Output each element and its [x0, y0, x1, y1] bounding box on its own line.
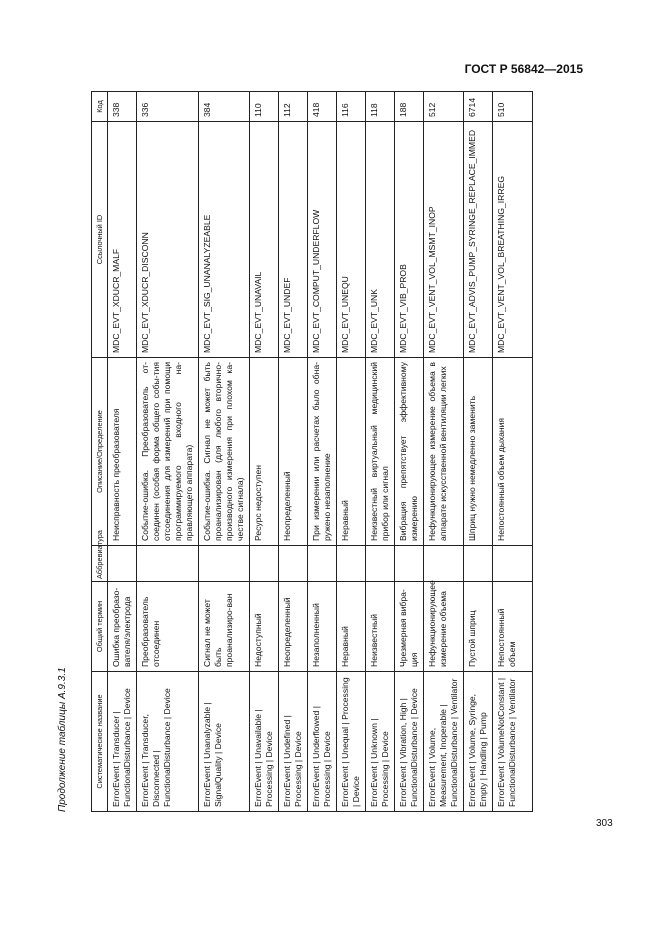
cell-code: 510 [493, 92, 533, 122]
cell-ref-id: MDC_EVT_ADVIS_PUMP_SYRINGE_REPLACE_IMMED [464, 122, 493, 358]
rotated-table-container [57, 92, 603, 812]
cell-abbr [108, 546, 137, 582]
cell-abbr [366, 546, 395, 582]
page-number: 303 [596, 818, 613, 829]
table-row [250, 92, 279, 812]
header-sys-name: Систематическое название [92, 672, 108, 812]
cell-common-term: Непостоянный объем [493, 582, 533, 672]
table-row [279, 92, 308, 812]
cell-description: Нефункционирующее измерение объема в аппарате искусственной вентиляции легких [424, 358, 464, 546]
cell-ref-id: MDC_EVT_UNDEF [279, 122, 308, 358]
table-row [493, 92, 533, 812]
document-code: ГОСТ Р 56842—2015 [464, 62, 583, 76]
cell-sys-name: ErrorEvent | Unequal | Processing | Device [337, 672, 366, 812]
cell-ref-id: MDC_EVT_VENT_VOL_MSMT_INOP [424, 122, 464, 358]
cell-sys-name: ErrorEvent | Transducer | FunctionalDisturbance | Device [108, 672, 137, 812]
cell-ref-id: MDC_EVT_VIB_PROB [395, 122, 424, 358]
cell-ref-id: MDC_EVT_VENT_VOL_BREATHING_IRREG [493, 122, 533, 358]
cell-description: Шприц нужно немедленно заменить [464, 358, 493, 546]
cell-abbr [279, 546, 308, 582]
cell-code: 188 [395, 92, 424, 122]
header-ref-id: Ссылочный ID [92, 122, 108, 358]
cell-description: Неравный [337, 358, 366, 546]
cell-common-term: Недоступный [250, 582, 279, 672]
cell-ref-id: MDC_EVT_UNEQU [337, 122, 366, 358]
cell-ref-id: MDC_EVT_COMPUT_UNDERFLOW [308, 122, 337, 358]
cell-description: При измерении или расчетах было обна-ружено незаполнение [308, 358, 337, 546]
header-abbr: Аббревиатура [92, 546, 108, 582]
cell-description: Вибрация препятствует эффективному измерению [395, 358, 424, 546]
cell-abbr [308, 546, 337, 582]
cell-sys-name: ErrorEvent | Transducer, Disconnected | FunctionalDisturbance | Device [137, 672, 199, 812]
cell-code: 6714 [464, 92, 493, 122]
cell-code: 512 [424, 92, 464, 122]
table-row [395, 92, 424, 812]
cell-abbr [137, 546, 199, 582]
cell-common-term: Сигнал не может быть проанализиро-ван [199, 582, 250, 672]
cell-code: 116 [337, 92, 366, 122]
cell-common-term: Нефункционирующее измерение объема [424, 582, 464, 672]
cell-sys-name: ErrorEvent | Unanalyzable | SignalQuality | Device [199, 672, 250, 812]
cell-description: Событие-ошибка. Сигнал не может быть проанализирован (для любого вторично-производного измерения при плохом ка-честве сигнала) [199, 358, 250, 546]
table-row [337, 92, 366, 812]
cell-common-term: Неравный [337, 582, 366, 672]
cell-ref-id: MDC_EVT_UNAVAIL [250, 122, 279, 358]
header-common-term: Общий термин [92, 582, 108, 672]
cell-abbr [337, 546, 366, 582]
cell-code: 110 [250, 92, 279, 122]
header-code: Код [92, 92, 108, 122]
cell-common-term: Чрезмерная вибра-ция [395, 582, 424, 672]
cell-code: 336 [137, 92, 199, 122]
cell-sys-name: ErrorEvent | Volume, Measurement, Inoperable | FunctionalDisturbance | Ventilator [424, 672, 464, 812]
table-row [308, 92, 337, 812]
cell-code: 112 [279, 92, 308, 122]
table-row [366, 92, 395, 812]
cell-sys-name: ErrorEvent | Unavailable | Processing | Device [250, 672, 279, 812]
cell-code: 118 [366, 92, 395, 122]
cell-ref-id: MDC_EVT_XDUCR_MALF [108, 122, 137, 358]
cell-code: 384 [199, 92, 250, 122]
cell-abbr [250, 546, 279, 582]
cell-description: Ресурс недоступен [250, 358, 279, 546]
cell-ref-id: MDC_EVT_SIG_UNANALYZEABLE [199, 122, 250, 358]
cell-common-term: Пустой шприц [464, 582, 493, 672]
cell-common-term: Неопределенный [279, 582, 308, 672]
cell-common-term: Неизвестный [366, 582, 395, 672]
cell-code: 338 [108, 92, 137, 122]
cell-description: Неизвестный виртуальный медицинский прибор или сигнал [366, 358, 395, 546]
table-row [137, 92, 199, 812]
table-row [464, 92, 493, 812]
cell-sys-name: ErrorEvent | Unknown | Processing | Device [366, 672, 395, 812]
cell-abbr [493, 546, 533, 582]
cell-common-term: Ошибка преобразо-вателя/электрода [108, 582, 137, 672]
table-row [424, 92, 464, 812]
cell-sys-name: ErrorEvent | VolumeNotConstant | FunctionalDisturbance | Ventilator [493, 672, 533, 812]
cell-description: Непостоянный объем дыхания [493, 358, 533, 546]
cell-description: Неисправность преобразователя [108, 358, 137, 546]
cell-ref-id: MDC_EVT_UNK [366, 122, 395, 358]
cell-description: Событие-ошибка. Преобразователь от-соединен (особая форма общего собы-тия отсоединения для измерений при помощи программируемого входного на-правляющего аппарата) [137, 358, 199, 546]
table-caption: Продолжение таблицы А.9.3.1 [57, 667, 68, 812]
header-description: Описание/Определение [92, 358, 108, 546]
cell-description: Неопределенный [279, 358, 308, 546]
cell-sys-name: ErrorEvent | Volume, Syringe, Empty | Handling | Pump [464, 672, 493, 812]
cell-sys-name: ErrorEvent | Vibration, High | FunctionalDisturbance | Device [395, 672, 424, 812]
table-header-row [92, 92, 108, 812]
cell-common-term: Незаполненный [308, 582, 337, 672]
cell-code: 418 [308, 92, 337, 122]
cell-ref-id: MDC_EVT_XDUCR_DISCONN [137, 122, 199, 358]
cell-abbr [424, 546, 464, 582]
cell-sys-name: ErrorEvent | Underflowed | Processing | Device [308, 672, 337, 812]
cell-abbr [395, 546, 424, 582]
cell-abbr [199, 546, 250, 582]
cell-common-term: Преобразователь отсоединен [137, 582, 199, 672]
terms-table [91, 91, 533, 812]
table-row [108, 92, 137, 812]
cell-sys-name: ErrorEvent | Undefined | Processing | Device [279, 672, 308, 812]
table-row [199, 92, 250, 812]
cell-abbr [464, 546, 493, 582]
